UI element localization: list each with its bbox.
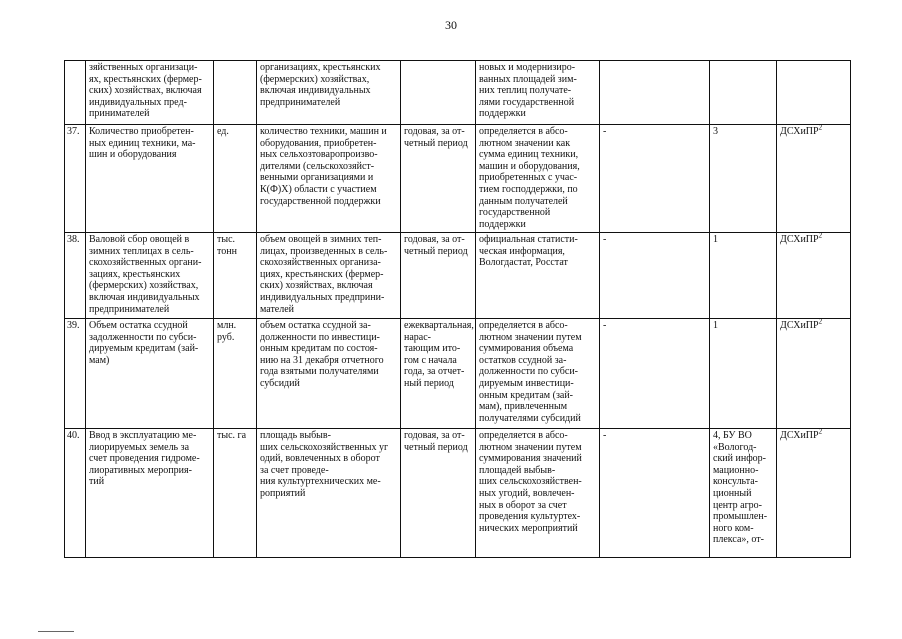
calculation-method-text: определяется в абсо- лютном значении путем суммирования значений площадей выбыв- ших сельскохозяйствен- ных угодий, вовлечен- ных в оборот за счет проведения культуртех- нических мероприятий (479, 430, 582, 534)
dash-cell (600, 233, 710, 319)
definition-text: количество техники, машин и оборудования, приобретен- ных сельхозтоваропроизво- дителями (сельскохозяйст- венными организациями и К(Ф)Х) области с участием государственной поддержки (260, 126, 387, 207)
row-number (65, 319, 86, 429)
row-number-text: 39. (67, 320, 80, 331)
calculation-method-text: определяется в абсо- лютном значении как сумма единиц техники, машин и оборудования, приобретенных с учас- тием господдержки, по данным получателей государственной поддержки (479, 126, 580, 230)
dash-text: - (603, 430, 607, 441)
footnote-marker: 2 (818, 124, 823, 132)
definition-cell (257, 61, 401, 125)
definition-text: объем остатка ссудной за- долженности по инвестици- онным кредитам по состоя- нию на 31 декабря отчетного года взятыми получателями субсидий (260, 320, 384, 389)
periodicity-cell (401, 233, 476, 319)
unit-text: тыс. га (217, 430, 247, 441)
page-number: 30 (445, 18, 457, 32)
unit-cell (214, 429, 257, 558)
definition-cell (257, 319, 401, 429)
row-number (65, 61, 86, 125)
table-row (65, 61, 851, 125)
row-number-text: 38. (67, 234, 80, 245)
responsible-cell (777, 429, 851, 558)
indicator-name-cell (86, 319, 214, 429)
table-row (65, 429, 851, 558)
indicator-name-text: Объем остатка ссудной задолженности по субси- дируемым кредитам (зай- мам) (89, 320, 199, 366)
row-number (65, 429, 86, 558)
indicator-name-cell (86, 61, 214, 125)
responsible-text: ДСХиПР (780, 430, 819, 441)
source-cell (710, 429, 777, 558)
indicator-name-text: Валовой сбор овощей в зимних теплицах в сель- скохозяйственных органи- зациях, крестьянских (фермерских) хозяйствах, включая индивидуальных предпринимателей (89, 234, 202, 315)
source-cell (710, 61, 777, 125)
periodicity-cell (401, 125, 476, 233)
unit-cell (214, 61, 257, 125)
periodicity-cell (401, 429, 476, 558)
periodicity-text: годовая, за от- четный период (404, 126, 468, 149)
footnote-marker: 2 (818, 232, 823, 240)
unit-text: млн. руб. (217, 320, 237, 343)
calculation-method-cell (476, 319, 600, 429)
calculation-method-text: официальная статисти- ческая информация, Вологдастат, Росстат (479, 234, 578, 269)
row-number-text: 40. (67, 430, 80, 441)
definition-cell (257, 429, 401, 558)
responsible-cell (777, 319, 851, 429)
unit-text: ед. (217, 126, 229, 137)
responsible-cell (777, 233, 851, 319)
dash-text: - (603, 126, 607, 137)
indicator-name-cell (86, 125, 214, 233)
table-row (65, 319, 851, 429)
source-cell (710, 233, 777, 319)
dash-text: - (603, 234, 607, 245)
source-cell (710, 319, 777, 429)
responsible-cell (777, 125, 851, 233)
periodicity-text: ежеквартальная, нарас- тающим ито- гом с начала года, за отчет- ный период (404, 320, 474, 389)
unit-cell (214, 233, 257, 319)
definition-text: площадь выбыв- ших сельскохозяйственных уг одий, вовлеченных в оборот за счет проведе- ния культуртехнических ме- роприятий (260, 430, 389, 499)
dash-cell (600, 429, 710, 558)
responsible-cell (777, 61, 851, 125)
footnote-line (38, 631, 74, 632)
responsible-text: ДСХиПР (780, 234, 819, 245)
source-cell (710, 125, 777, 233)
row-number (65, 233, 86, 319)
responsible-text: ДСХиПР (780, 126, 819, 137)
table-row (65, 233, 851, 319)
dash-cell (600, 61, 710, 125)
source-text: 4, БУ ВО «Вологод- ский инфор- мационно- консульта- ционный центр агро- промышлен- ного ком- плекса», от- (713, 430, 768, 546)
dash-cell (600, 319, 710, 429)
responsible-text: ДСХиПР (780, 320, 819, 331)
footnote-marker: 2 (818, 428, 823, 436)
calculation-method-text: новых и модернизиро- ванных площадей зим- них теплиц получате- лями государственной поддержки (479, 62, 577, 120)
unit-text: тыс. тонн (217, 234, 237, 257)
calculation-method-cell (476, 125, 600, 233)
footnote-marker: 2 (818, 318, 823, 326)
indicator-name-cell (86, 429, 214, 558)
source-text: 3 (713, 126, 718, 137)
indicators-table (64, 60, 851, 558)
definition-cell (257, 233, 401, 319)
periodicity-cell (401, 319, 476, 429)
indicator-name-text: Количество приобретен- ных единиц техники, ма- шин и оборудования (89, 126, 196, 161)
indicator-name-text: зяйственных организаци- ях, крестьянских (фермер- ских) хозяйствах, включая индивидуальных пред- принимателей (89, 62, 202, 120)
row-number (65, 125, 86, 233)
dash-text: - (603, 320, 607, 331)
calculation-method-cell (476, 233, 600, 319)
table-row (65, 125, 851, 233)
calculation-method-cell (476, 429, 600, 558)
definition-text: организациях, крестьянских (фермерских) хозяйствах, включая индивидуальных предпринимателей (260, 62, 381, 108)
unit-cell (214, 125, 257, 233)
unit-cell (214, 319, 257, 429)
indicator-name-text: Ввод в эксплуатацию ме- лиорируемых земель за счет проведения гидроме- лиоративных мероприя- тий (89, 430, 200, 488)
periodicity-text: годовая, за от- четный период (404, 234, 468, 257)
definition-cell (257, 125, 401, 233)
periodicity-cell (401, 61, 476, 125)
source-text: 1 (713, 234, 718, 245)
definition-text: объем овощей в зимних теп- лицах, произведенных в сель- скохозяйственных организа- циях, крестьянских (фермер- ских) хозяйствах, включая индивидуальных предприни- мателей (260, 234, 388, 315)
indicator-name-cell (86, 233, 214, 319)
row-number-text: 37. (67, 126, 80, 137)
dash-cell (600, 125, 710, 233)
calculation-method-cell (476, 61, 600, 125)
periodicity-text: годовая, за от- четный период (404, 430, 468, 453)
calculation-method-text: определяется в абсо- лютном значении путем суммирования объема остатков ссудной за- долженности по субси- дируемым инвестици- онным кредитам (зай- мам), привлеченным получателями субсидий (479, 320, 582, 424)
source-text: 1 (713, 320, 718, 331)
